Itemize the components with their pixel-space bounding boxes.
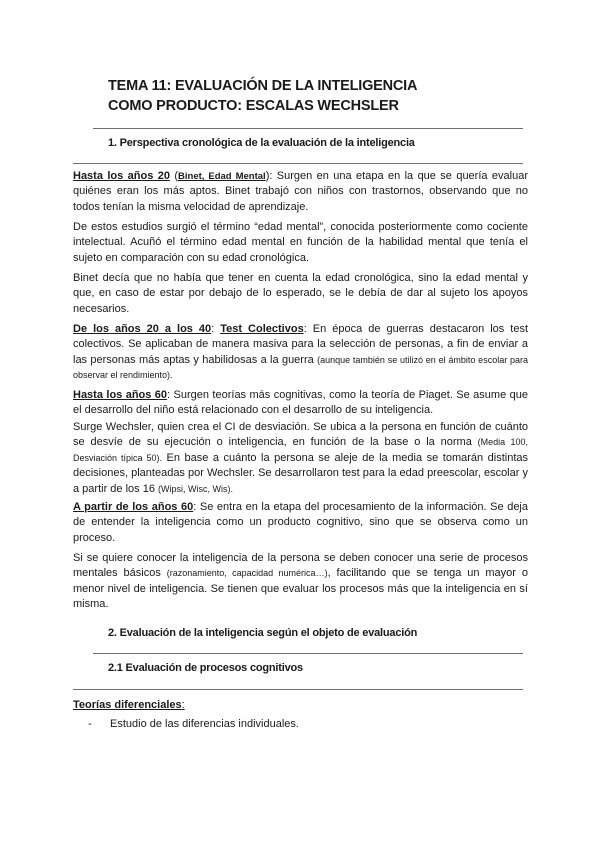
paragraph-wechsler (73, 420, 528, 497)
title-line-2: COMO PRODUCTO: ESCALAS WECHSLER (108, 98, 399, 114)
text: : (211, 323, 221, 335)
paragraph-edad-mental: De estos estudios surgió el término “edad mental”, conocida posteriormente como cociente intelectual. Acuñó el término edad mental en función de la habilidad mental que tenía el sujeto en comparación con su edad cronológica. (73, 221, 528, 264)
note-text: (aunque también se utilizó en el ámbito escolar para observar el rendimiento). (73, 354, 528, 381)
paragraph-text: Si se quiere conocer la inteligencia de la persona se deben conocer una serie de procesos mentales básicos (73, 552, 528, 580)
subheading-text: Teorías diferenciales (73, 699, 182, 711)
paragraph-piaget (73, 388, 528, 419)
page-title (108, 76, 417, 116)
list-item (88, 717, 299, 731)
text: : (181, 699, 185, 711)
section-heading-2-1: 2.1 Evaluación de procesos cognitivos (108, 662, 303, 674)
section-heading-1: 1. Perspectiva cronológica de la evaluación de la inteligencia (108, 137, 415, 149)
divider (73, 689, 523, 690)
period-label: A partir de los años 60 (73, 501, 194, 513)
section-heading-2: 2. Evaluación de la inteligencia según el objeto de evaluación (108, 627, 418, 639)
paragraph-procesos-mentales (73, 551, 528, 613)
title-line-1: TEMA 11: EVALUACIÓN DE LA INTELIGENCIA (108, 78, 418, 94)
list-item-text: Estudio de las diferencias individuales. (110, 718, 299, 730)
paragraph-text: : En época de guerras destacaron los test colectivos. Se aplicaban de manera masiva para la selección de personas, a fin de enviar a las personas más aptas y habilidosas a la guerra (73, 323, 528, 366)
paragraph-binet-apoyos: Binet decía que no había que tener en cuenta la edad cronológica, sino la edad mental y que, en caso de estar por debajo de lo esperado, se le debía de dar al sujeto los apoyos necesarios. (73, 272, 528, 315)
note-text: (Media 100, Desviación típica 50). (73, 437, 529, 463)
paragraph-text: : Surgen teorías más cognitivas, como la teoría de Piaget. Se asume que el desarrollo del niño está relacionado con el desarrollo de su inteligencia. (73, 389, 528, 417)
paragraph-test-colectivos (73, 322, 528, 384)
paragraph-text: En base a cuánto la persona se aleje de la media se tomarán distintas decisiones, planteadas por Wechsler. Se desarrollaron test para la edad preescolar, escolar y a partir de los 16 (73, 451, 528, 495)
paragraph-binet (73, 169, 528, 215)
paragraph-procesamiento (73, 500, 528, 546)
divider (73, 163, 523, 164)
period-label: De los años 20 a los 40 (73, 323, 212, 335)
paragraph-text: : Surgen en una etapa en la que se quería evaluar quiénes eran los más aptos. Binet trabajó con niños con trastornos, observando que no todos tenían la misma velocidad de aprendizaje. (73, 170, 528, 213)
divider (93, 653, 523, 654)
authors-label: Binet, Edad Mental (178, 171, 266, 182)
paragraph-text: Surge Wechsler, quien crea el CI de desviación. Se ubica a la persona en función de cuánto se desvíe de su ejecución o inteligencia, en función de la base o la norma (73, 421, 528, 449)
note-text: (razonamiento, capacidad numérica…) (166, 568, 328, 579)
note-text: (Wipsi, Wisc, Wis). (158, 483, 233, 494)
paragraph-text: : Se entra en la etapa del procesamiento de la información. Se deja de entender la inteligencia como un producto cognitivo, sino que se observa como un proceso. (73, 501, 528, 544)
text: ( (169, 170, 179, 182)
text: ) (265, 170, 270, 182)
period-label: Hasta los años 20 (73, 170, 170, 182)
divider (93, 128, 523, 129)
subheading-teorias (73, 698, 185, 712)
paragraph-text: , facilitando que se tenga un mayor o menor nivel de inteligencia. Se tienen que evaluar los procesos más que la inteligencia en sí misma. (73, 567, 528, 611)
dash-bullet: - (88, 718, 92, 730)
topic-label: Test Colectivos (220, 323, 304, 335)
period-label: Hasta los años 60 (73, 389, 168, 401)
